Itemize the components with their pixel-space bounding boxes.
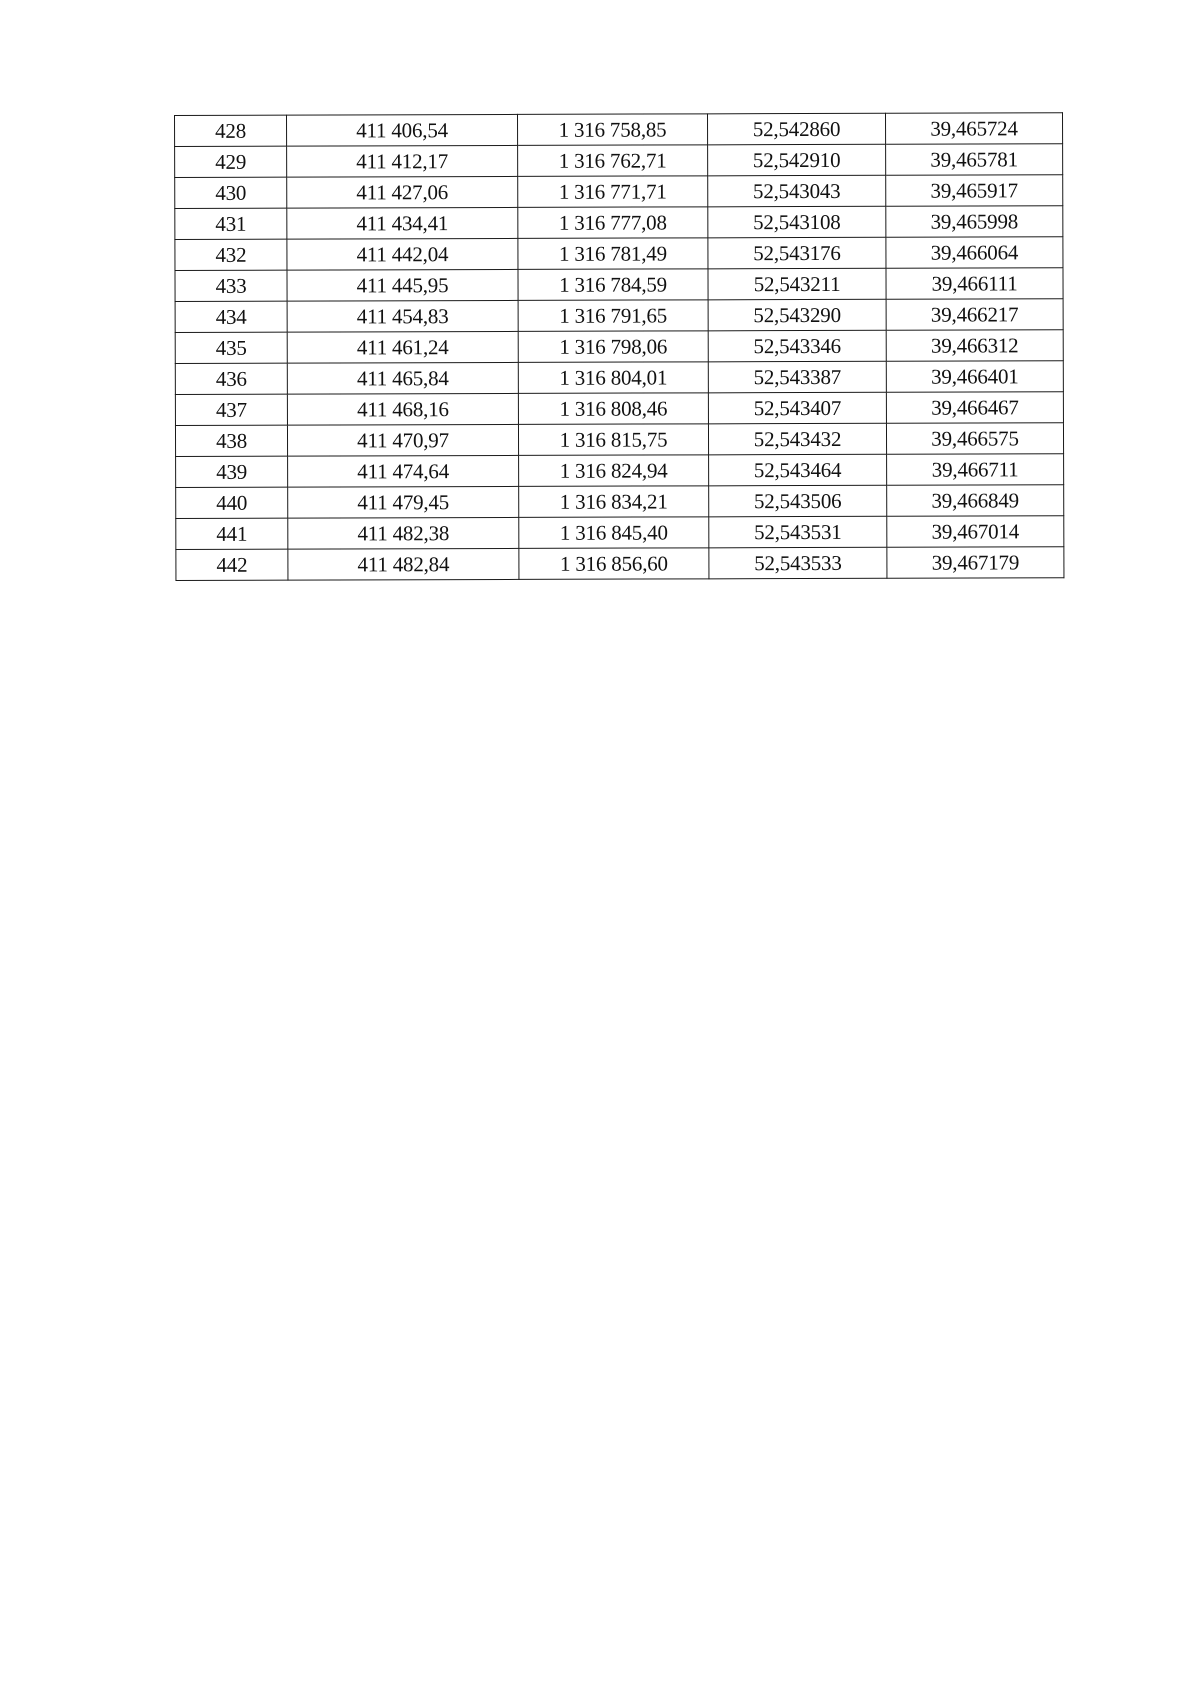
table-row bbox=[176, 485, 1064, 519]
x-coordinate-cell: 411 406,54 bbox=[287, 114, 518, 146]
y-coordinate-cell: 1 316 798,06 bbox=[518, 331, 708, 363]
y-coordinate-cell: 1 316 808,46 bbox=[518, 393, 708, 425]
y-coordinate-cell: 1 316 815,75 bbox=[518, 424, 708, 456]
latitude-cell: 52,543211 bbox=[708, 268, 886, 300]
table-row bbox=[175, 392, 1063, 426]
y-coordinate-cell: 1 316 791,65 bbox=[518, 300, 708, 332]
latitude-cell: 52,543533 bbox=[709, 547, 887, 579]
y-coordinate-cell: 1 316 804,01 bbox=[518, 362, 708, 394]
longitude-cell: 39,466467 bbox=[886, 392, 1063, 424]
longitude-cell: 39,467179 bbox=[887, 547, 1064, 579]
longitude-cell: 39,465998 bbox=[886, 206, 1063, 238]
longitude-cell: 39,465917 bbox=[886, 175, 1063, 207]
point-number-cell: 431 bbox=[175, 208, 287, 239]
latitude-cell: 52,543176 bbox=[708, 237, 886, 269]
x-coordinate-cell: 411 454,83 bbox=[287, 300, 518, 332]
longitude-cell: 39,466401 bbox=[886, 361, 1063, 393]
table-row bbox=[175, 113, 1063, 147]
coordinates-table-body bbox=[175, 113, 1064, 581]
y-coordinate-cell: 1 316 856,60 bbox=[519, 548, 709, 580]
x-coordinate-cell: 411 465,84 bbox=[287, 362, 518, 394]
longitude-cell: 39,466849 bbox=[887, 485, 1064, 517]
y-coordinate-cell: 1 316 784,59 bbox=[518, 269, 708, 301]
x-coordinate-cell: 411 482,38 bbox=[288, 517, 519, 549]
longitude-cell: 39,466217 bbox=[886, 299, 1063, 331]
y-coordinate-cell: 1 316 771,71 bbox=[518, 176, 708, 208]
y-coordinate-cell: 1 316 845,40 bbox=[519, 517, 709, 549]
longitude-cell: 39,466312 bbox=[886, 330, 1063, 362]
longitude-cell: 39,465781 bbox=[886, 144, 1063, 176]
y-coordinate-cell: 1 316 834,21 bbox=[519, 486, 709, 518]
x-coordinate-cell: 411 479,45 bbox=[288, 486, 519, 518]
coordinates-table bbox=[174, 112, 1064, 581]
x-coordinate-cell: 411 434,41 bbox=[287, 207, 518, 239]
point-number-cell: 442 bbox=[176, 549, 288, 580]
y-coordinate-cell: 1 316 777,08 bbox=[518, 207, 708, 239]
table-row bbox=[175, 299, 1063, 333]
table-row bbox=[175, 206, 1063, 240]
y-coordinate-cell: 1 316 758,85 bbox=[517, 114, 707, 146]
point-number-cell: 440 bbox=[176, 487, 288, 518]
point-number-cell: 434 bbox=[175, 301, 287, 332]
x-coordinate-cell: 411 412,17 bbox=[287, 145, 518, 177]
x-coordinate-cell: 411 474,64 bbox=[288, 455, 519, 487]
latitude-cell: 52,543407 bbox=[708, 392, 886, 424]
x-coordinate-cell: 411 427,06 bbox=[287, 176, 518, 208]
table-row bbox=[175, 237, 1063, 271]
latitude-cell: 52,542860 bbox=[707, 113, 885, 145]
point-number-cell: 437 bbox=[175, 394, 287, 425]
y-coordinate-cell: 1 316 781,49 bbox=[518, 238, 708, 270]
point-number-cell: 439 bbox=[176, 456, 288, 487]
longitude-cell: 39,466064 bbox=[886, 237, 1063, 269]
x-coordinate-cell: 411 461,24 bbox=[287, 331, 518, 363]
x-coordinate-cell: 411 442,04 bbox=[287, 238, 518, 270]
point-number-cell: 441 bbox=[176, 518, 288, 549]
latitude-cell: 52,542910 bbox=[708, 144, 886, 176]
x-coordinate-cell: 411 468,16 bbox=[287, 393, 518, 425]
point-number-cell: 435 bbox=[175, 332, 287, 363]
longitude-cell: 39,466575 bbox=[886, 423, 1063, 455]
x-coordinate-cell: 411 445,95 bbox=[287, 269, 518, 301]
latitude-cell: 52,543290 bbox=[708, 299, 886, 331]
longitude-cell: 39,465724 bbox=[885, 113, 1062, 145]
longitude-cell: 39,466711 bbox=[887, 454, 1064, 486]
table-row bbox=[175, 144, 1063, 178]
table-row bbox=[175, 268, 1063, 302]
point-number-cell: 428 bbox=[175, 115, 287, 146]
latitude-cell: 52,543432 bbox=[708, 423, 886, 455]
point-number-cell: 438 bbox=[175, 425, 287, 456]
table-row bbox=[175, 175, 1063, 209]
table-row bbox=[176, 547, 1064, 581]
latitude-cell: 52,543043 bbox=[708, 175, 886, 207]
latitude-cell: 52,543346 bbox=[708, 330, 886, 362]
latitude-cell: 52,543531 bbox=[709, 516, 887, 548]
table-row bbox=[175, 330, 1063, 364]
point-number-cell: 436 bbox=[175, 363, 287, 394]
point-number-cell: 433 bbox=[175, 270, 287, 301]
point-number-cell: 429 bbox=[175, 146, 287, 177]
longitude-cell: 39,467014 bbox=[887, 516, 1064, 548]
latitude-cell: 52,543108 bbox=[708, 206, 886, 238]
latitude-cell: 52,543506 bbox=[709, 485, 887, 517]
latitude-cell: 52,543464 bbox=[709, 454, 887, 486]
point-number-cell: 432 bbox=[175, 239, 287, 270]
y-coordinate-cell: 1 316 762,71 bbox=[518, 145, 708, 177]
longitude-cell: 39,466111 bbox=[886, 268, 1063, 300]
latitude-cell: 52,543387 bbox=[708, 361, 886, 393]
x-coordinate-cell: 411 482,84 bbox=[288, 548, 519, 580]
y-coordinate-cell: 1 316 824,94 bbox=[519, 455, 709, 487]
table-row bbox=[175, 361, 1063, 395]
table-row bbox=[175, 423, 1063, 457]
x-coordinate-cell: 411 470,97 bbox=[287, 424, 518, 456]
table-row bbox=[176, 454, 1064, 488]
table-row bbox=[176, 516, 1064, 550]
point-number-cell: 430 bbox=[175, 177, 287, 208]
